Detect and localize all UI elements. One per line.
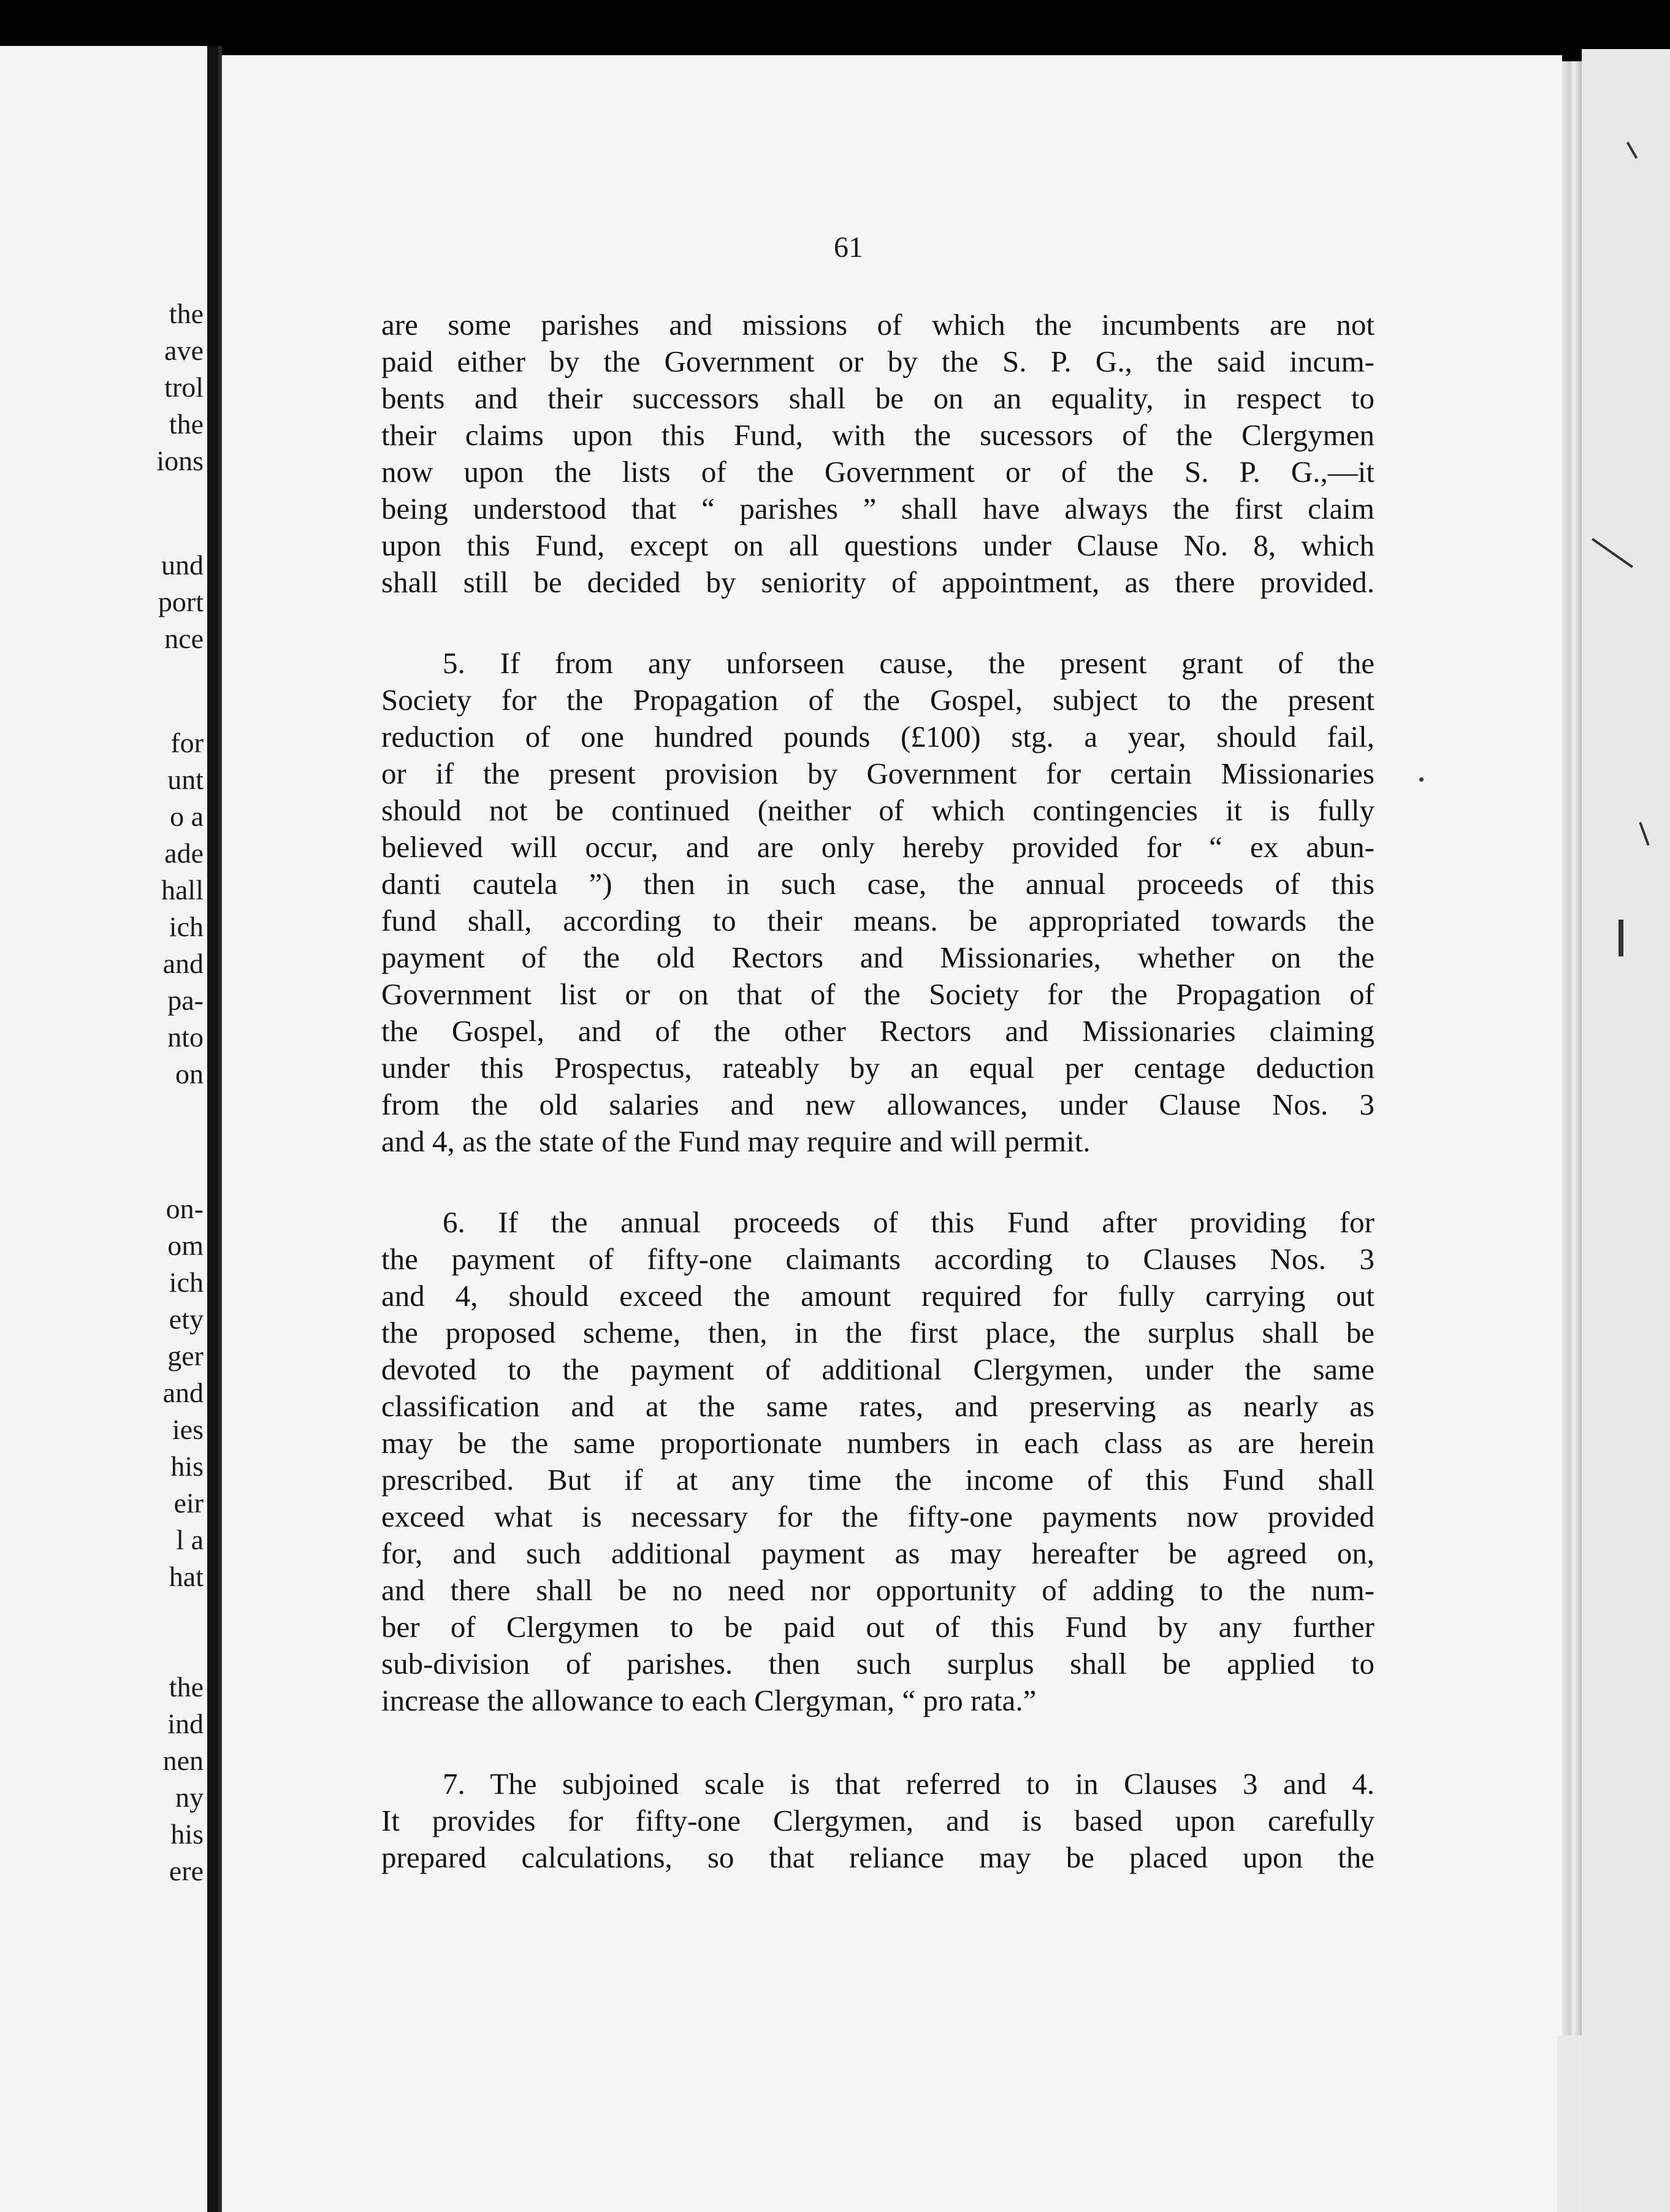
- text-line: classification and at the same rates, and preserving as nearly as: [381, 1389, 1375, 1423]
- left-fragment: on-: [166, 1193, 204, 1224]
- left-fragment: o a: [170, 801, 204, 832]
- text-line: may be the same proportionate numbers in each class as are herein: [381, 1426, 1375, 1460]
- scan-mark: [1419, 777, 1424, 782]
- left-fragment: and: [162, 1377, 204, 1408]
- left-fragment: his: [170, 1818, 204, 1850]
- text-line: now upon the lists of the Government or of the S. P. G.,—it: [381, 455, 1375, 489]
- book-gutter: [207, 46, 218, 2212]
- left-fragment: port: [158, 586, 204, 617]
- text-line: devoted to the payment of additional Clergymen, under the same: [381, 1352, 1375, 1386]
- text-line: shall still be decided by seniority of appointment, as there provided.: [381, 565, 1375, 599]
- left-fragment: ies: [172, 1414, 204, 1445]
- left-fragment: trol: [164, 372, 204, 403]
- text-line: 5. If from any unforseen cause, the present grant of the: [443, 646, 1375, 680]
- left-facing-page: [0, 46, 207, 2212]
- text-line: prescribed. But if at any time the income of this Fund shall: [381, 1463, 1375, 1497]
- text-line: exceed what is necessary for the fifty-one payments now provided: [381, 1500, 1375, 1533]
- left-fragment: the: [169, 408, 204, 440]
- left-fragment: ety: [169, 1303, 204, 1335]
- text-line: the payment of fifty-one claimants according to Clauses Nos. 3: [381, 1242, 1375, 1276]
- text-line: under this Prospectus, rateably by an equal per centage deduction: [381, 1051, 1375, 1085]
- left-fragment: nto: [167, 1021, 204, 1053]
- text-line: upon this Fund, except on all questions under Clause No. 8, which: [381, 528, 1375, 562]
- text-line: 6. If the annual proceeds of this Fund after providing for: [443, 1205, 1375, 1239]
- text-line: fund shall, according to their means. be appropriated towards the: [381, 904, 1375, 937]
- left-fragment: und: [161, 549, 204, 581]
- left-fragment: hall: [161, 874, 204, 906]
- scan-margin-right: [1582, 49, 1670, 2212]
- text-line: Government list or on that of the Society for the Propagation of: [381, 977, 1375, 1011]
- left-fragment: ions: [156, 445, 204, 476]
- left-fragment: ade: [164, 837, 204, 869]
- left-fragment: nce: [164, 623, 204, 654]
- page-number: 61: [834, 231, 863, 264]
- text-line: the proposed scheme, then, in the first place, the surplus shall be: [381, 1316, 1375, 1349]
- text-line: and 4, should exceed the amount required for fully carrying out: [381, 1279, 1375, 1313]
- left-fragment: hat: [169, 1561, 204, 1592]
- text-line: 7. The subjoined scale is that referred to in Clauses 3 and 4.: [443, 1767, 1375, 1801]
- left-fragment: for: [170, 727, 204, 758]
- left-fragment: ind: [167, 1708, 204, 1739]
- text-line: payment of the old Rectors and Missionaries, whether on the: [381, 940, 1375, 974]
- text-line: should not be continued (neither of which contingencies it is fully: [381, 793, 1375, 827]
- text-line: danti cautela ”) then in such case, the annual proceeds of this: [381, 867, 1375, 901]
- left-fragment: eir: [173, 1487, 204, 1519]
- page-edge: [1562, 61, 1582, 2035]
- left-fragment: ich: [169, 1267, 204, 1298]
- text-line: ber of Clergymen to be paid out of this Fund by any further: [381, 1610, 1375, 1644]
- text-line: reduction of one hundred pounds (£100) stg. a year, should fail,: [381, 720, 1375, 753]
- left-fragment: pa-: [167, 985, 204, 1016]
- text-line: from the old salaries and new allowances, under Clause Nos. 3: [381, 1088, 1375, 1121]
- left-fragment: l a: [176, 1524, 204, 1555]
- left-fragment: the: [169, 298, 204, 329]
- left-fragment: and: [162, 948, 204, 979]
- text-line: and there shall be no need nor opportunity of adding to the num-: [381, 1573, 1375, 1607]
- text-line: for, and such additional payment as may hereafter be agreed on,: [381, 1536, 1375, 1570]
- left-fragment: his: [170, 1451, 204, 1482]
- left-fragment: the: [169, 1671, 204, 1703]
- left-fragment: ave: [164, 335, 204, 366]
- left-fragment: ere: [169, 1855, 204, 1886]
- text-line: being understood that “ parishes ” shall have always the first claim: [381, 492, 1375, 525]
- text-line: or if the present provision by Government for certain Missionaries: [381, 757, 1375, 790]
- text-line: bents and their successors shall be on an equality, in respect to: [381, 381, 1375, 415]
- left-fragment: nen: [162, 1745, 204, 1776]
- left-fragment: unt: [167, 764, 204, 795]
- text-line: believed will occur, and are only hereby provided for “ ex abun-: [381, 830, 1375, 864]
- text-line: the Gospel, and of the other Rectors and Missionaries claiming: [381, 1014, 1375, 1048]
- text-line: It provides for fifty-one Clergymen, and is based upon carefully: [381, 1804, 1375, 1837]
- text-line: and 4, as the state of the Fund may require and will permit.: [381, 1124, 1091, 1158]
- text-line: are some parishes and missions of which the incumbents are not: [381, 308, 1375, 341]
- left-fragment: ich: [169, 911, 204, 942]
- page-edge-bottom: [1557, 2035, 1582, 2212]
- left-fragment: om: [167, 1230, 204, 1261]
- text-line: sub-division of parishes. then such surplus shall be applied to: [381, 1647, 1375, 1680]
- left-fragment: on: [175, 1058, 204, 1089]
- text-line: prepared calculations, so that reliance may be placed upon the: [381, 1840, 1375, 1874]
- text-line: their claims upon this Fund, with the sucessors of the Clergymen: [381, 418, 1375, 452]
- left-fragment: ny: [175, 1782, 204, 1813]
- text-line: Society for the Propagation of the Gospel, subject to the present: [381, 683, 1375, 717]
- text-line: increase the allowance to each Clergyman, “ pro rata.”: [381, 1684, 1037, 1717]
- text-line: paid either by the Government or by the S. P. G., the said incum-: [381, 345, 1375, 378]
- scan-mark: [1619, 920, 1623, 956]
- left-fragment: ger: [167, 1340, 204, 1371]
